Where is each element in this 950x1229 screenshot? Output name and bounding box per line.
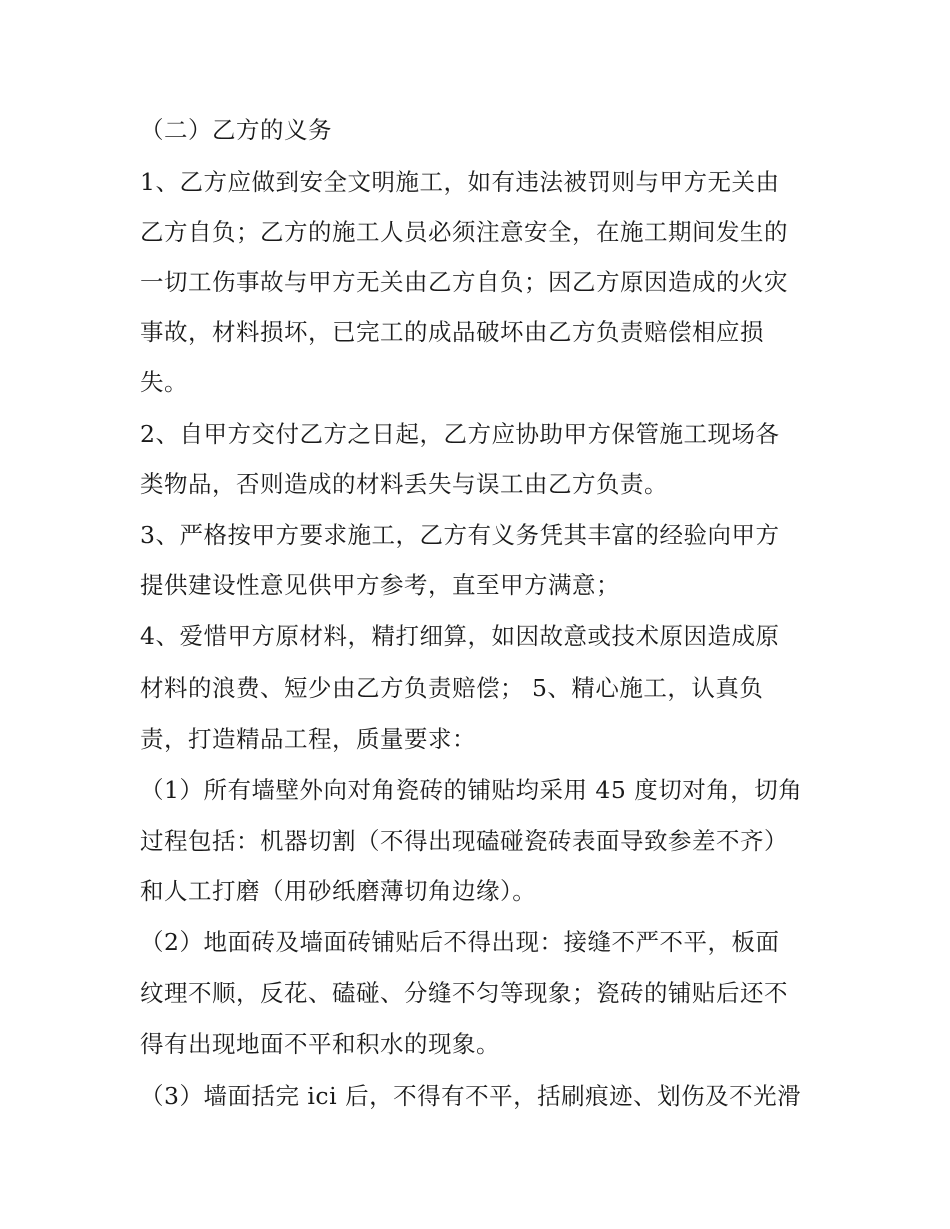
text-line: 得有出现地面不平和积水的现象。 — [140, 1030, 500, 1058]
text-line: 3、严格按甲方要求施工，乙方有义务凭其丰富的经验向甲方 — [140, 521, 780, 549]
text-line: 失。 — [140, 368, 188, 396]
text-line: 过程包括：机器切割（不得出现磕碰瓷砖表面导致参差不齐） — [140, 827, 788, 855]
text-line: 和人工打磨（用砂纸磨薄切角边缘）。 — [140, 877, 537, 905]
text-line: 事故，材料损坏，已完工的成品破坏由乙方负责赔偿相应损 — [140, 318, 764, 346]
text-line: 责，打造精品工程，质量要求： — [140, 725, 476, 753]
text-line: 类物品，否则造成的材料丢失与误工由乙方负责。 — [140, 470, 668, 498]
section-heading: （二）乙方的义务 — [140, 116, 332, 144]
text-line: 纹理不顺，反花、磕碰、分缝不匀等现象；瓷砖的铺贴后还不 — [140, 979, 788, 1007]
text-line: （2）地面砖及墙面砖铺贴后不得出现：接缝不严不平，板面 — [140, 928, 780, 956]
text-line: （1）所有墙壁外向对角瓷砖的铺贴均采用 45 度切对角，切角 — [140, 776, 803, 804]
text-line: 1、乙方应做到安全文明施工，如有违法被罚则与甲方无关由 — [140, 168, 780, 196]
text-line: 材料的浪费、短少由乙方负责赔偿； 5、精心施工，认真负 — [140, 674, 764, 702]
text-line: 乙方自负；乙方的施工人员必须注意安全，在施工期间发生的 — [140, 218, 788, 246]
text-line: 一切工伤事故与甲方无关由乙方自负；因乙方原因造成的火灾 — [140, 268, 788, 296]
text-line: 提供建设性意见供甲方参考，直至甲方满意； — [140, 571, 620, 599]
text-line: 2、自甲方交付乙方之日起，乙方应协助甲方保管施工现场各 — [140, 420, 780, 448]
text-line: （3）墙面括完 ici 后，不得有不平，括刷痕迹、划伤及不光滑 — [140, 1082, 802, 1110]
text-line: 4、爱惜甲方原材料，精打细算，如因故意或技术原因造成原 — [140, 622, 780, 650]
